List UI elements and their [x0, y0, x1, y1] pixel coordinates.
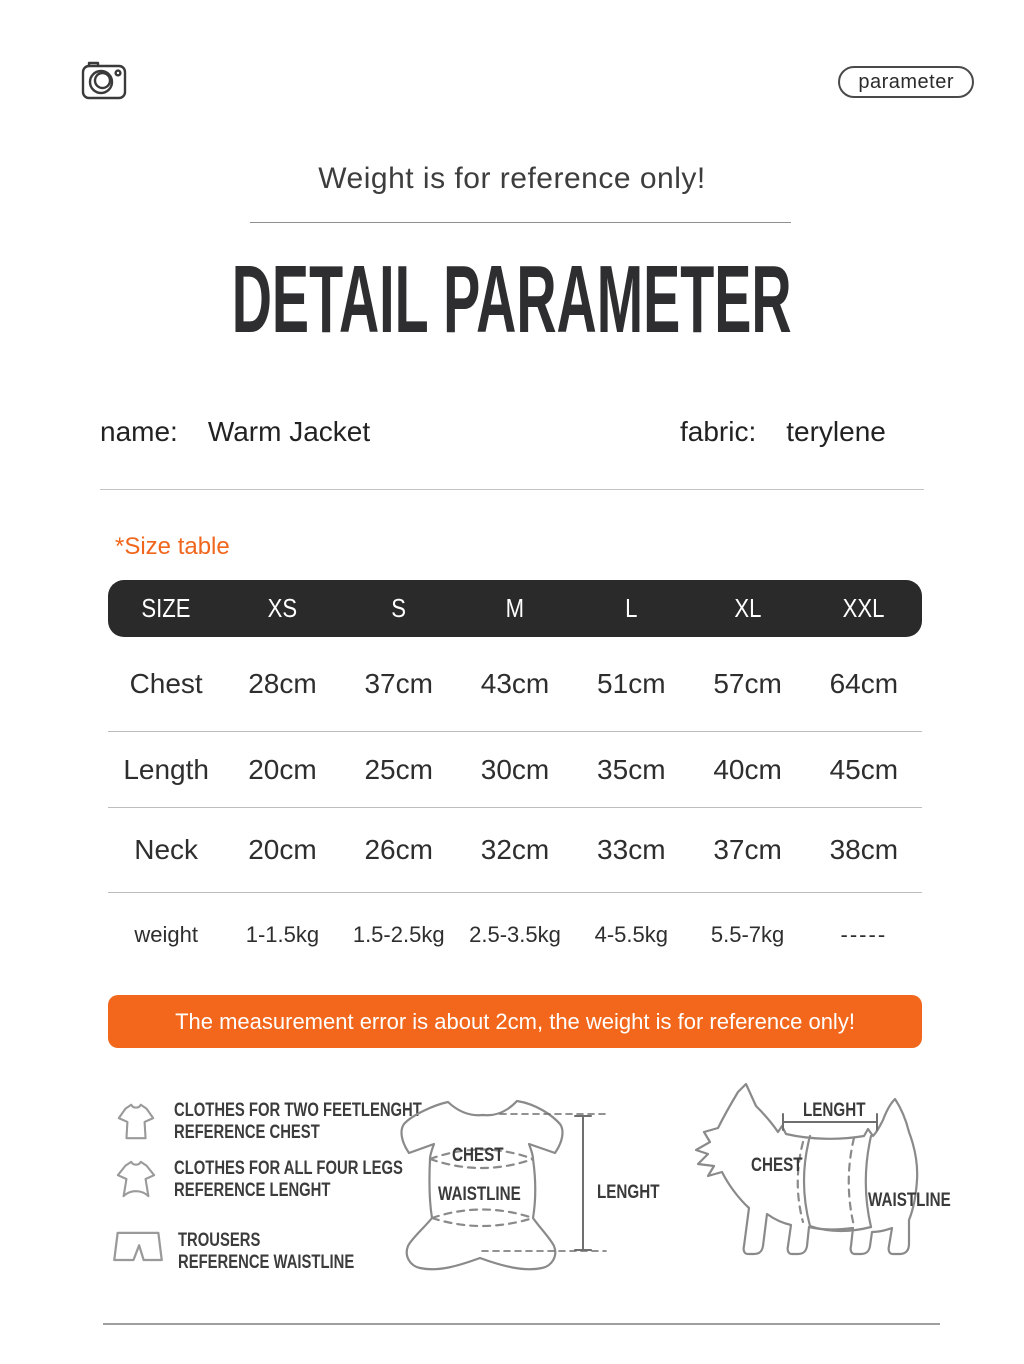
- cell: 38cm: [829, 834, 899, 865]
- camera-icon: [78, 58, 130, 102]
- col-xs: XS: [267, 593, 298, 623]
- dog-waistline-label: WAISTLINE: [868, 1190, 951, 1211]
- cell: 64cm: [829, 668, 899, 699]
- legend-text: CLOTHES FOR ALL FOUR LEGS REFERENCE LENGHT: [174, 1158, 403, 1201]
- dog-length-label: LENGHT: [803, 1100, 866, 1121]
- cell: 32cm: [480, 834, 550, 865]
- cell: 2.5-3.5kg: [469, 921, 561, 947]
- cell: 20cm: [248, 753, 317, 785]
- legend-item-trousers: [112, 1230, 404, 1274]
- cell: 5.5-7kg: [710, 921, 785, 947]
- cell: -----: [840, 921, 888, 947]
- cell: 35cm: [597, 753, 666, 785]
- cell: 57cm: [713, 668, 782, 699]
- note-underline: [250, 222, 791, 223]
- divider: [100, 489, 924, 490]
- trousers-icon: [112, 1230, 164, 1264]
- shirt-chest-label: CHEST: [452, 1145, 504, 1166]
- page-title: DETAIL PARAMETER: [232, 246, 792, 353]
- dog-chest-label: CHEST: [751, 1155, 803, 1176]
- cell: 20cm: [248, 834, 317, 865]
- table-row-length: [108, 732, 922, 808]
- legend-text: CLOTHES FOR TWO FEETLENGHT REFERENCE CHEST: [174, 1100, 422, 1143]
- shirt-length-label: LENGHT: [597, 1182, 660, 1203]
- product-name-row: [100, 416, 370, 448]
- table-row-chest: [108, 637, 922, 732]
- fabric-value: terylene: [786, 416, 886, 447]
- name-label: name:: [100, 416, 178, 447]
- cell: 30cm: [480, 753, 550, 785]
- cell: 40cm: [713, 753, 782, 785]
- parameter-badge[interactable]: parameter: [838, 66, 974, 98]
- measurement-notice: The measurement error is about 2cm, the weight is for reference only!: [108, 995, 922, 1048]
- shirt-waistline-label: WAISTLINE: [438, 1184, 521, 1205]
- col-m: M: [505, 593, 525, 623]
- cell: 1-1.5kg: [245, 921, 320, 947]
- two-feet-clothes-icon: [112, 1100, 160, 1142]
- row-label: Neck: [134, 834, 199, 865]
- cell: 37cm: [713, 834, 782, 865]
- col-xl: XL: [734, 593, 762, 623]
- legend-text: TROUSERS REFERENCE WAISTLINE: [178, 1230, 355, 1273]
- col-l: L: [625, 593, 638, 623]
- cell: 25cm: [364, 753, 433, 785]
- fabric-label: fabric:: [680, 416, 757, 447]
- table-row-weight: [108, 893, 922, 976]
- row-label: Length: [123, 753, 209, 785]
- cell: 37cm: [364, 668, 433, 699]
- col-s: S: [391, 593, 407, 623]
- reference-note: Weight is for reference only!: [318, 162, 706, 195]
- table-row-neck: [108, 808, 922, 893]
- cell: 33cm: [597, 834, 666, 865]
- col-size: SIZE: [141, 593, 191, 623]
- size-table-caption: *Size table: [115, 533, 230, 560]
- cell: 4-5.5kg: [594, 921, 668, 947]
- size-table-header: [108, 580, 922, 637]
- col-xxl: XXL: [842, 593, 885, 623]
- product-fabric-row: [680, 416, 886, 448]
- name-value: Warm Jacket: [207, 416, 371, 447]
- cell: 26cm: [364, 834, 433, 865]
- cell: 1.5-2.5kg: [352, 921, 445, 947]
- cell: 51cm: [597, 668, 666, 699]
- row-label: weight: [134, 921, 198, 947]
- row-label: Chest: [129, 668, 203, 699]
- cell: 28cm: [248, 668, 317, 699]
- size-table-body: [108, 637, 922, 976]
- cell: 45cm: [829, 753, 899, 785]
- cell: 43cm: [480, 668, 550, 699]
- bottom-divider: [103, 1323, 940, 1325]
- four-legs-clothes-icon: [112, 1158, 160, 1200]
